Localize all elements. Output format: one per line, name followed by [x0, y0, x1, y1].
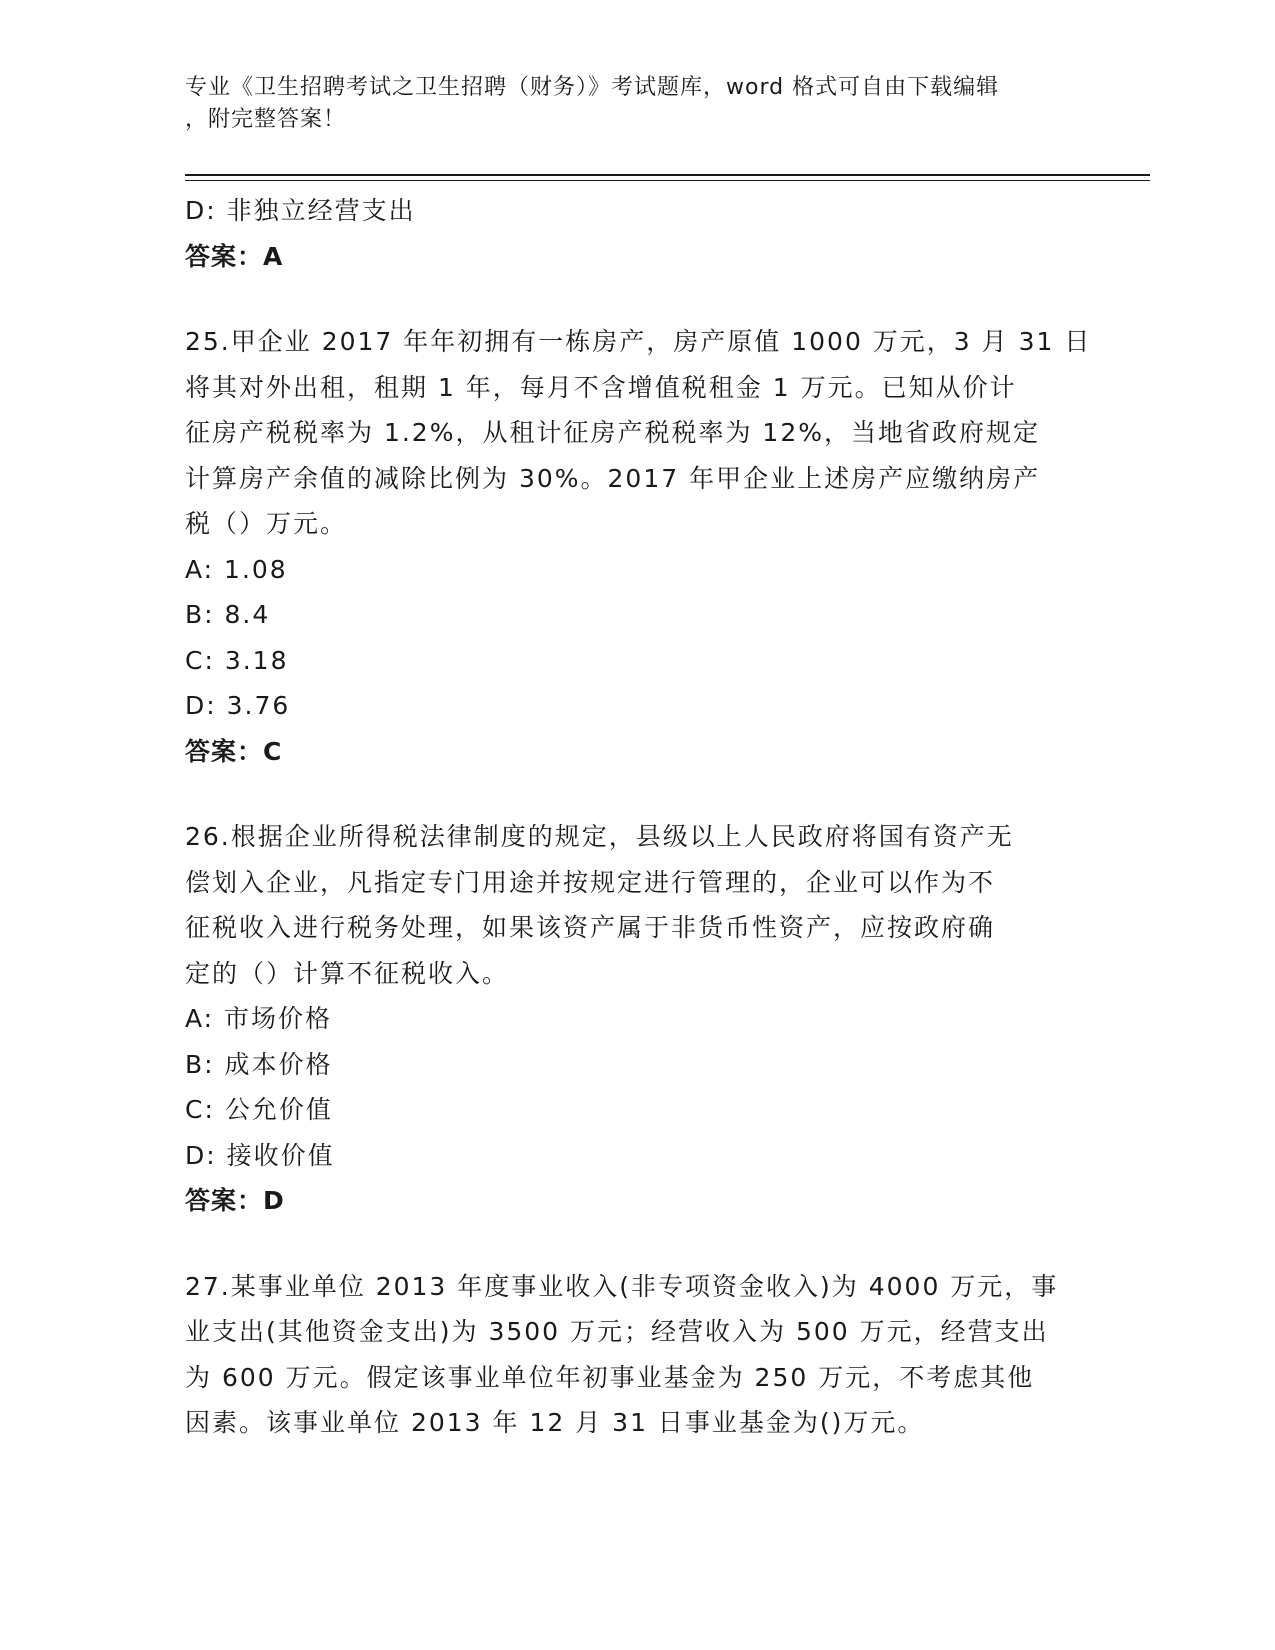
q26-option-c: C: 公允价值 — [185, 1095, 333, 1124]
q25-option-b: B: 8.4 — [185, 600, 271, 629]
q24-option-d: D: 非独立经营支出 — [185, 196, 416, 225]
spacer — [185, 279, 1075, 319]
q26-answer: 答案：D — [185, 1186, 285, 1215]
question-27 — [185, 1264, 1075, 1446]
q24-answer: 答案：A — [185, 241, 284, 271]
q26-text-line: 征税收入进行税务处理，如果该资产属于非货币性资产，应按政府确 — [185, 913, 996, 942]
q26-text-line: 偿划入企业，凡指定专门用途并按规定进行管理的，企业可以作为不 — [185, 867, 996, 897]
header-divider-thin — [185, 180, 1150, 181]
page-header — [185, 72, 1065, 136]
q25-answer: 答案：C — [185, 736, 283, 766]
q25-option-a: A: 1.08 — [185, 554, 288, 584]
q27-text-line: 27.某事业单位 2013 年度事业收入(非专项资金收入)为 4000 万元，事 — [185, 1271, 1059, 1301]
question-26 — [185, 814, 1075, 1224]
q26-text-line: 26.根据企业所得税法律制度的规定，县级以上人民政府将国有资产无 — [185, 822, 1014, 851]
q27-text-line: 业支出(其他资金支出)为 3500 万元；经营收入为 500 万元，经营支出 — [185, 1317, 1049, 1346]
q27-text-line: 因素。该事业单位 2013 年 12 月 31 日事业基金为()万元。 — [185, 1408, 925, 1437]
q26-option-a: A: 市场价格 — [185, 1004, 333, 1033]
q25-option-c: C: 3.18 — [185, 645, 289, 675]
q25-text-line: 征房产税税率为 1.2%，从租计征房产税税率为 12%，当地省政府规定 — [185, 418, 1040, 447]
q26-option-b: B: 成本价格 — [185, 1049, 333, 1079]
q25-text-line: 税（）万元。 — [185, 509, 348, 538]
spacer — [185, 774, 1075, 814]
q25-option-d: D: 3.76 — [185, 691, 291, 720]
header-divider-thick — [185, 174, 1150, 176]
header-line-1: 专业《卫生招聘考试之卫生招聘（财务）》考试题库，word 格式可自由下载编辑 — [185, 75, 1000, 100]
q27-text-line: 为 600 万元。假定该事业单位年初事业基金为 250 万元，不考虑其他 — [185, 1362, 1035, 1392]
spacer — [185, 1224, 1075, 1264]
q25-text-line: 25.甲企业 2017 年年初拥有一栋房产，房产原值 1000 万元，3 月 31 日 — [185, 327, 1092, 356]
q26-text-line: 定的（）计算不征税收入。 — [185, 958, 510, 988]
document-body — [185, 188, 1092, 1446]
q26-option-d: D: 接收价值 — [185, 1140, 335, 1170]
header-line-2: ，附完整答案！ — [185, 107, 347, 132]
q25-text-line: 计算房产余值的减除比例为 30%。2017 年甲企业上述房产应缴纳房产 — [185, 463, 1041, 493]
question-25 — [185, 319, 1092, 774]
q25-text-line: 将其对外出租，租期 1 年，每月不含增值税租金 1 万元。已知从价计 — [185, 372, 1017, 402]
